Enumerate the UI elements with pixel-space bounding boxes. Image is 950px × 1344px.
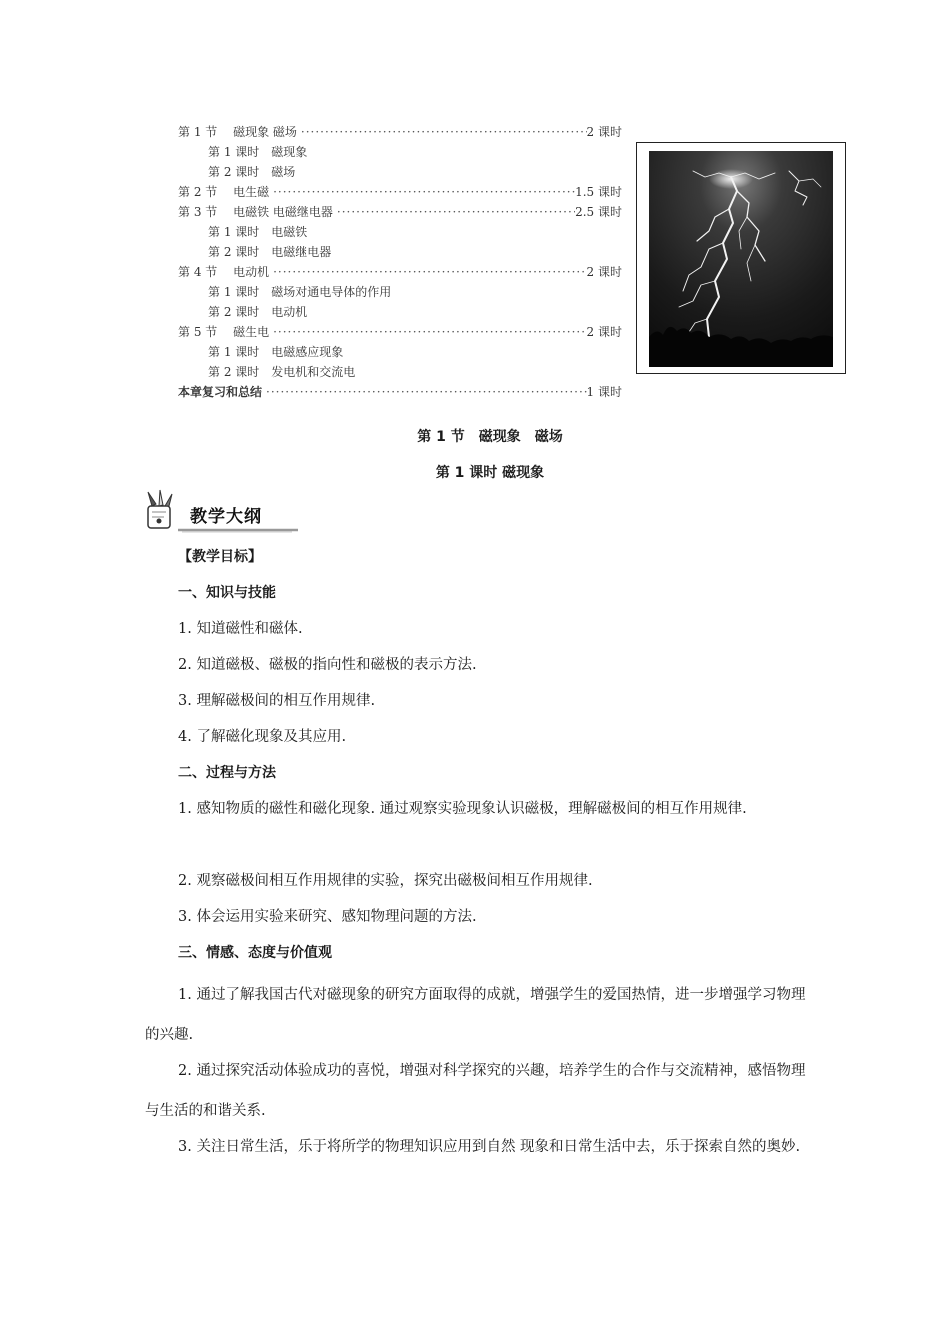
emotion-item: 1. 通过了解我国古代对磁现象的研究方面取得的成就，增强学生的爱国热情，进一步增强学习物理的兴趣. — [145, 987, 806, 1043]
toc-entry-hours: 2 课时 — [586, 265, 622, 279]
toc-subentry[interactable] — [208, 342, 622, 362]
process-item: 2. 观察磁极间相互作用规律的实验，探究出磁极间相互作用规律. — [178, 873, 593, 889]
process-item: 3. 体会运用实验来研究、感知物理问题的方法. — [178, 909, 477, 925]
toc-entry-hours: 1 课时 — [586, 385, 622, 399]
teaching-outline-banner — [142, 488, 302, 534]
toc-entry-hours: 1.5 课时 — [575, 185, 622, 199]
toc-subentry[interactable] — [208, 142, 622, 162]
toc-entry-hours: 2 课时 — [586, 325, 622, 339]
knowledge-item: 3. 理解磁极间的相互作用规律. — [178, 693, 376, 709]
objectives-heading: 【教学目标】 — [178, 549, 262, 565]
toc-entry-title: 第 5 节 磁生电 — [178, 325, 270, 339]
toc-leader-dots — [269, 322, 586, 342]
process-item: 1. 感知物质的磁性和磁化现象. 通过观察实验现象认识磁极，理解磁极间的相互作用规律. — [178, 801, 747, 817]
heading-process-methods: 二、过程与方法 — [178, 765, 276, 781]
toc-subentry-title: 第 1 课时 电磁铁 — [208, 225, 308, 239]
lightning-image — [649, 151, 833, 367]
toc-entry-title: 第 2 节 电生磁 — [178, 185, 270, 199]
toc-entry-title: 本章复习和总结 — [178, 385, 263, 399]
toc-leader-dots — [333, 202, 575, 222]
toc-entry-title: 第 1 节 磁现象 磁场 — [178, 125, 297, 139]
knowledge-item: 2. 知道磁极、磁极的指向性和磁极的表示方法. — [178, 657, 477, 673]
toc-subentry-title: 第 2 课时 电磁继电器 — [208, 245, 332, 259]
toc-subentry-title: 第 1 课时 磁场对通电导体的作用 — [208, 285, 392, 299]
toc-subentry[interactable] — [208, 242, 622, 262]
knowledge-item: 4. 了解磁化现象及其应用. — [178, 729, 347, 745]
toc-subentry[interactable] — [208, 362, 622, 382]
toc-entry[interactable] — [178, 322, 622, 342]
heading-emotion-values: 三、情感、态度与价值观 — [178, 945, 332, 961]
toc-subentry-title: 第 1 课时 磁现象 — [208, 145, 308, 159]
toc-subentry[interactable] — [208, 282, 622, 302]
toc-entry[interactable] — [178, 182, 622, 202]
lesson-title: 第 1 课时 磁现象 — [435, 465, 545, 481]
knowledge-item: 1. 知道磁性和磁体. — [178, 621, 303, 637]
toc-entry[interactable] — [178, 382, 622, 402]
toc-leader-dots — [297, 122, 587, 142]
banner-label: 教学大纲 — [190, 507, 262, 527]
toc-subentry[interactable] — [208, 162, 622, 182]
toc-subentry-title: 第 2 课时 磁场 — [208, 165, 296, 179]
toc-subentry[interactable] — [208, 222, 622, 242]
toc-entry-title: 第 4 节 电动机 — [178, 265, 270, 279]
toc-entry-title: 第 3 节 电磁铁 电磁继电器 — [178, 205, 333, 219]
toc-subentry-title: 第 1 课时 电磁感应现象 — [208, 345, 344, 359]
heading-knowledge-skills: 一、知识与技能 — [178, 585, 276, 601]
toc-entry[interactable] — [178, 122, 622, 142]
emotion-item: 3. 关注日常生活，乐于将所学的物理知识应用到自然 现象和日常生活中去，乐于探索自然的奥妙. — [178, 1139, 801, 1155]
toc-leader-dots — [262, 382, 587, 402]
toc-subentry-title: 第 2 课时 发电机和交流电 — [208, 365, 356, 379]
section-title: 第 1 节 磁现象 磁场 — [417, 429, 563, 445]
toc-subentry[interactable] — [208, 302, 622, 322]
toc-leader-dots — [269, 262, 586, 282]
toc-subentry-title: 第 2 课时 电动机 — [208, 305, 308, 319]
toc-entry[interactable] — [178, 202, 622, 222]
emotion-item: 2. 通过探究活动体验成功的喜悦，增强对科学探究的兴趣，培养学生的合作与交流精神，感悟物理与生活的和谐关系. — [145, 1063, 806, 1119]
toc-entry-hours: 2 课时 — [586, 125, 622, 139]
toc-leader-dots — [269, 182, 575, 202]
toc-entry[interactable] — [178, 262, 622, 282]
lightning-photo — [636, 142, 846, 374]
toc-entry-hours: 2.5 课时 — [575, 205, 622, 219]
